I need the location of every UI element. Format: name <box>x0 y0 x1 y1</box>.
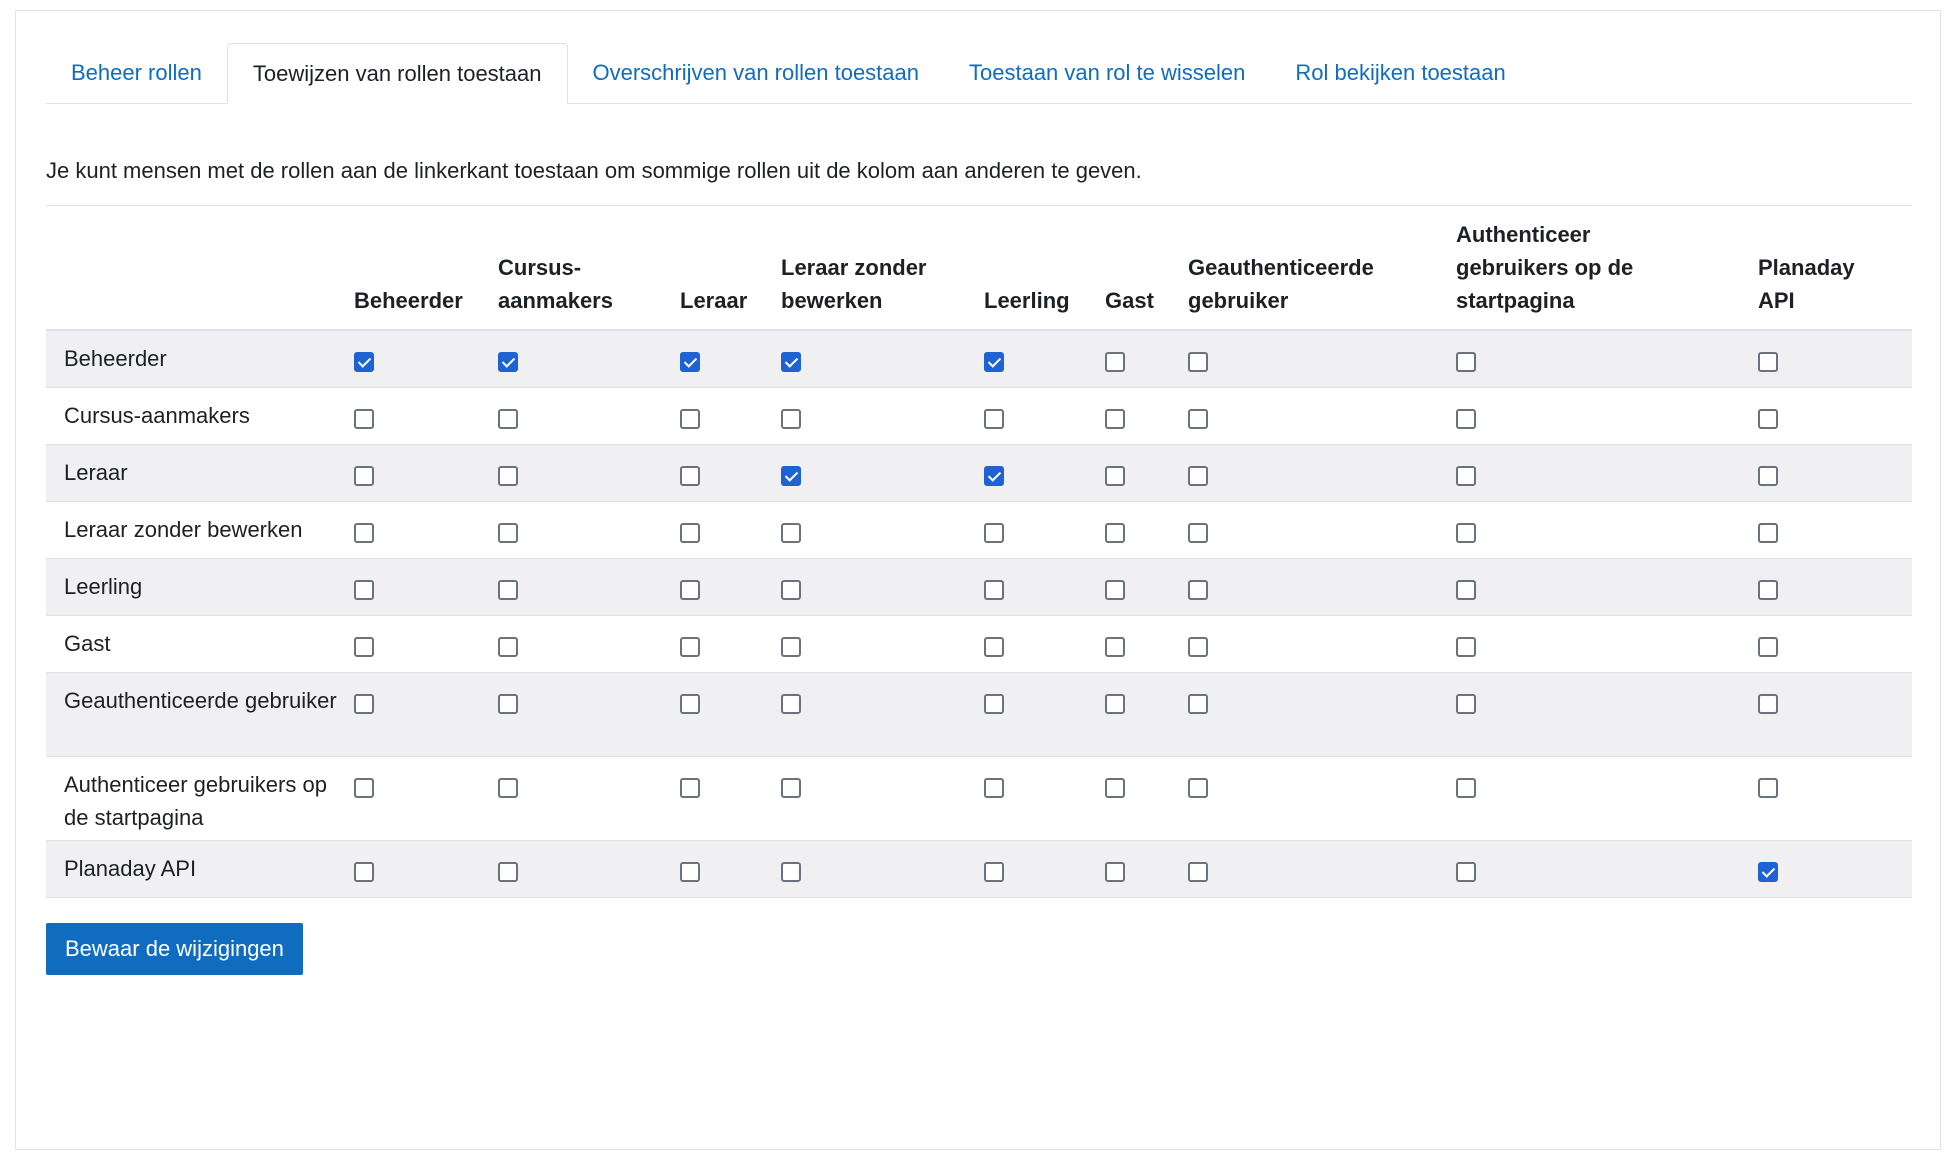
allow-assign-checkbox[interactable] <box>1188 778 1208 798</box>
checkbox-cell <box>1758 387 1912 444</box>
column-header-label: Planaday API <box>1758 255 1855 313</box>
allow-assign-checkbox[interactable] <box>1105 694 1125 714</box>
allow-assign-checkbox[interactable] <box>984 778 1004 798</box>
intro-text: Je kunt mensen met de rollen aan de linkerkant toestaan om sommige rollen uit de kolom aan anderen te geven. <box>46 158 1142 183</box>
checkbox-cell <box>781 387 984 444</box>
allow-assign-checkbox[interactable] <box>680 694 700 714</box>
checkbox-cell <box>781 672 984 756</box>
allow-assign-checkbox[interactable] <box>498 466 518 486</box>
table-row <box>46 615 1912 672</box>
allow-assign-checkbox[interactable] <box>354 778 374 798</box>
column-header <box>1758 206 1912 330</box>
checkbox-cell <box>354 330 498 387</box>
table-row <box>46 330 1912 387</box>
checkbox-cell <box>781 840 984 897</box>
checkbox-cell <box>1188 501 1456 558</box>
checkbox-cell <box>1758 444 1912 501</box>
row-label: Leerling <box>64 573 143 599</box>
checkbox-cell <box>354 444 498 501</box>
allow-assign-checkbox[interactable] <box>781 637 801 657</box>
allow-assign-checkbox[interactable] <box>1105 523 1125 543</box>
column-header <box>1188 206 1456 330</box>
row-label: Cursus-aanmakers <box>64 402 250 428</box>
tab-beheer-rollen[interactable]: Beheer rollen <box>71 60 202 85</box>
column-header-label: Cursus-aanmakers <box>498 255 613 313</box>
allow-assign-checkbox[interactable] <box>354 862 374 882</box>
checkbox-cell <box>498 444 680 501</box>
checkbox-cell <box>680 672 781 756</box>
checkbox-cell <box>984 558 1105 615</box>
column-header <box>1456 206 1758 330</box>
allow-assign-checkbox[interactable] <box>498 580 518 600</box>
allow-assign-checkbox[interactable] <box>680 523 700 543</box>
checkbox-cell <box>1758 558 1912 615</box>
checkbox-cell <box>781 330 984 387</box>
checkbox-cell <box>1105 444 1188 501</box>
row-label: Leraar zonder bewerken <box>64 516 303 542</box>
checkbox-cell <box>984 444 1105 501</box>
checkbox-cell <box>1105 501 1188 558</box>
allow-assign-checkbox[interactable] <box>1456 580 1476 600</box>
checkbox-cell <box>498 330 680 387</box>
allow-assign-checkbox[interactable] <box>984 352 1004 372</box>
allow-assign-checkbox[interactable] <box>1758 778 1778 798</box>
allow-assign-checkbox[interactable] <box>498 409 518 429</box>
checkbox-cell <box>984 756 1105 840</box>
allow-assign-checkbox[interactable] <box>1456 523 1476 543</box>
allow-assign-checkbox[interactable] <box>984 637 1004 657</box>
checkbox-cell <box>680 501 781 558</box>
checkbox-cell <box>1758 330 1912 387</box>
content-card <box>15 10 1941 1150</box>
column-header <box>1105 206 1188 330</box>
checkbox-cell <box>498 756 680 840</box>
allow-assign-checkbox[interactable] <box>1456 778 1476 798</box>
allow-assign-checkbox[interactable] <box>1758 637 1778 657</box>
checkbox-cell <box>498 840 680 897</box>
row-label: Authenticeer gebruikers op de startpagina <box>64 771 327 830</box>
allow-assign-checkbox[interactable] <box>354 409 374 429</box>
allow-assign-checkbox[interactable] <box>1105 352 1125 372</box>
allow-assign-checkbox[interactable] <box>1105 409 1125 429</box>
column-header-label: Leerling <box>984 288 1070 313</box>
checkbox-cell <box>781 444 984 501</box>
checkbox-cell <box>1758 501 1912 558</box>
allow-assign-checkbox[interactable] <box>354 523 374 543</box>
allow-assign-checkbox[interactable] <box>781 409 801 429</box>
allow-assign-checkbox[interactable] <box>781 580 801 600</box>
role-tabs <box>46 43 1912 104</box>
allow-assign-checkbox[interactable] <box>1758 466 1778 486</box>
save-changes-button[interactable]: Bewaar de wijzigingen <box>46 923 303 975</box>
checkbox-cell <box>1105 558 1188 615</box>
row-label: Planaday API <box>64 855 197 881</box>
allow-assign-checkbox[interactable] <box>1188 409 1208 429</box>
checkbox-cell <box>1758 756 1912 840</box>
allow-assign-checkbox[interactable] <box>354 637 374 657</box>
column-header-label: Leraar zonder bewerken <box>781 255 927 313</box>
allow-assign-checkbox[interactable] <box>984 694 1004 714</box>
checkbox-cell <box>498 387 680 444</box>
allow-assign-checkbox[interactable] <box>984 466 1004 486</box>
allow-assign-checkbox[interactable] <box>781 352 801 372</box>
main-content <box>46 43 1912 975</box>
checkbox-cell <box>781 615 984 672</box>
allow-assign-checkbox[interactable] <box>1188 466 1208 486</box>
allow-assign-checkbox[interactable] <box>680 637 700 657</box>
table-body <box>46 330 1912 897</box>
allow-assign-checkbox[interactable] <box>1758 352 1778 372</box>
allow-assign-checkbox[interactable] <box>1456 862 1476 882</box>
allow-assign-checkbox[interactable] <box>1188 352 1208 372</box>
allow-assign-checkbox[interactable] <box>680 409 700 429</box>
checkbox-cell <box>1456 444 1758 501</box>
checkbox-cell <box>984 501 1105 558</box>
allow-assign-checkbox[interactable] <box>498 352 518 372</box>
checkbox-cell <box>680 330 781 387</box>
checkbox-cell <box>354 615 498 672</box>
checkbox-cell <box>1758 672 1912 756</box>
allow-assign-checkbox[interactable] <box>680 862 700 882</box>
checkbox-cell <box>781 756 984 840</box>
checkbox-cell <box>498 615 680 672</box>
allow-assign-checkbox[interactable] <box>781 694 801 714</box>
allow-assign-checkbox[interactable] <box>1188 637 1208 657</box>
allow-assign-checkbox[interactable] <box>498 637 518 657</box>
allow-assign-checkbox[interactable] <box>1188 862 1208 882</box>
table-row <box>46 387 1912 444</box>
allow-assign-checkbox[interactable] <box>1758 523 1778 543</box>
allow-assign-checkbox[interactable] <box>781 523 801 543</box>
allow-assign-checkbox[interactable] <box>1758 409 1778 429</box>
allow-assign-checkbox[interactable] <box>781 862 801 882</box>
allow-assign-checkbox[interactable] <box>680 580 700 600</box>
allow-assign-checkbox[interactable] <box>498 523 518 543</box>
checkbox-cell <box>354 501 498 558</box>
column-header <box>498 206 680 330</box>
header-empty <box>46 206 354 330</box>
table-row <box>46 558 1912 615</box>
allow-assign-checkbox[interactable] <box>354 580 374 600</box>
checkbox-cell <box>1456 840 1758 897</box>
allow-assign-checkbox[interactable] <box>498 694 518 714</box>
row-label: Geauthenticeerde gebruiker <box>64 687 337 713</box>
checkbox-cell <box>1105 672 1188 756</box>
allow-assign-checkbox[interactable] <box>781 466 801 486</box>
allow-assign-checkbox[interactable] <box>1105 862 1125 882</box>
column-header-label: Gast <box>1105 288 1154 313</box>
allow-assign-checkbox[interactable] <box>1105 466 1125 486</box>
checkbox-cell <box>680 615 781 672</box>
checkbox-cell <box>1105 615 1188 672</box>
checkbox-cell <box>1456 615 1758 672</box>
column-header-label: Beheerder <box>354 288 463 313</box>
checkbox-cell <box>680 756 781 840</box>
checkbox-cell <box>680 840 781 897</box>
column-header-label: Authenticeer gebruikers op de startpagina <box>1456 222 1634 313</box>
checkbox-cell <box>1105 756 1188 840</box>
allow-assign-checkbox[interactable] <box>984 409 1004 429</box>
checkbox-cell <box>1188 615 1456 672</box>
checkbox-cell <box>498 558 680 615</box>
role-assign-table <box>46 206 1912 898</box>
checkbox-cell <box>781 501 984 558</box>
checkbox-cell <box>1456 330 1758 387</box>
tab-rol-bekijken-toestaan[interactable]: Rol bekijken toestaan <box>1295 60 1506 85</box>
allow-assign-checkbox[interactable] <box>1105 778 1125 798</box>
allow-assign-checkbox[interactable] <box>984 862 1004 882</box>
checkbox-cell <box>1105 387 1188 444</box>
checkbox-cell <box>680 558 781 615</box>
checkbox-cell <box>498 672 680 756</box>
table-header-row <box>46 206 1912 330</box>
allow-assign-checkbox[interactable] <box>354 352 374 372</box>
checkbox-cell <box>984 387 1105 444</box>
checkbox-cell <box>984 330 1105 387</box>
checkbox-cell <box>1188 330 1456 387</box>
checkbox-cell <box>984 840 1105 897</box>
checkbox-cell <box>354 756 498 840</box>
checkbox-cell <box>1188 444 1456 501</box>
checkbox-cell <box>354 387 498 444</box>
allow-assign-checkbox[interactable] <box>680 778 700 798</box>
allow-assign-checkbox[interactable] <box>1758 580 1778 600</box>
allow-assign-checkbox[interactable] <box>1105 580 1125 600</box>
checkbox-cell <box>354 840 498 897</box>
column-header-label: Geauthenticeerde gebruiker <box>1188 255 1374 313</box>
allow-assign-checkbox[interactable] <box>781 778 801 798</box>
checkbox-cell <box>984 615 1105 672</box>
allow-assign-checkbox[interactable] <box>984 523 1004 543</box>
checkbox-cell <box>781 558 984 615</box>
checkbox-cell <box>1188 387 1456 444</box>
checkbox-cell <box>1188 558 1456 615</box>
tab-toewijzen-van-rollen-toestaan[interactable]: Toewijzen van rollen toestaan <box>227 43 568 104</box>
allow-assign-checkbox[interactable] <box>1456 694 1476 714</box>
checkbox-cell <box>1456 387 1758 444</box>
column-header <box>354 206 498 330</box>
checkbox-cell <box>1188 672 1456 756</box>
row-label: Leraar <box>64 459 128 485</box>
column-header <box>680 206 781 330</box>
checkbox-cell <box>1188 840 1456 897</box>
checkbox-cell <box>680 387 781 444</box>
allow-assign-checkbox[interactable] <box>680 352 700 372</box>
checkbox-cell <box>680 444 781 501</box>
allow-assign-checkbox[interactable] <box>1758 694 1778 714</box>
checkbox-cell <box>354 558 498 615</box>
table-row <box>46 840 1912 897</box>
allow-assign-checkbox[interactable] <box>1456 352 1476 372</box>
table-row <box>46 501 1912 558</box>
allow-assign-checkbox[interactable] <box>498 862 518 882</box>
checkbox-cell <box>1105 840 1188 897</box>
column-header-label: Leraar <box>680 288 748 313</box>
checkbox-cell <box>1456 558 1758 615</box>
checkbox-cell <box>1105 330 1188 387</box>
tab-overschrijven-van-rollen-toestaan[interactable]: Overschrijven van rollen toestaan <box>592 60 919 85</box>
checkbox-cell <box>354 672 498 756</box>
table-row <box>46 444 1912 501</box>
table-row <box>46 672 1912 756</box>
table-row <box>46 756 1912 840</box>
row-label: Beheerder <box>64 346 167 371</box>
allow-assign-checkbox[interactable] <box>1105 637 1125 657</box>
checkbox-cell <box>1456 672 1758 756</box>
column-header <box>781 206 984 330</box>
checkbox-cell <box>1456 501 1758 558</box>
allow-assign-checkbox[interactable] <box>498 778 518 798</box>
allow-assign-checkbox[interactable] <box>680 466 700 486</box>
allow-assign-checkbox[interactable] <box>1188 580 1208 600</box>
allow-assign-checkbox[interactable] <box>354 694 374 714</box>
allow-assign-checkbox[interactable] <box>984 580 1004 600</box>
allow-assign-checkbox[interactable] <box>1456 409 1476 429</box>
tab-toestaan-van-rol-te-wisselen[interactable]: Toestaan van rol te wisselen <box>969 60 1246 85</box>
allow-assign-checkbox[interactable] <box>1456 637 1476 657</box>
checkbox-cell <box>498 501 680 558</box>
row-label: Gast <box>64 630 111 656</box>
allow-assign-checkbox[interactable] <box>1456 466 1476 486</box>
column-header <box>984 206 1105 330</box>
allow-assign-checkbox[interactable] <box>1188 694 1208 714</box>
checkbox-cell <box>1758 615 1912 672</box>
allow-assign-checkbox[interactable] <box>1758 862 1778 882</box>
checkbox-cell <box>1758 840 1912 897</box>
allow-assign-checkbox[interactable] <box>354 466 374 486</box>
checkbox-cell <box>984 672 1105 756</box>
allow-assign-checkbox[interactable] <box>1188 523 1208 543</box>
checkbox-cell <box>1188 756 1456 840</box>
checkbox-cell <box>1456 756 1758 840</box>
